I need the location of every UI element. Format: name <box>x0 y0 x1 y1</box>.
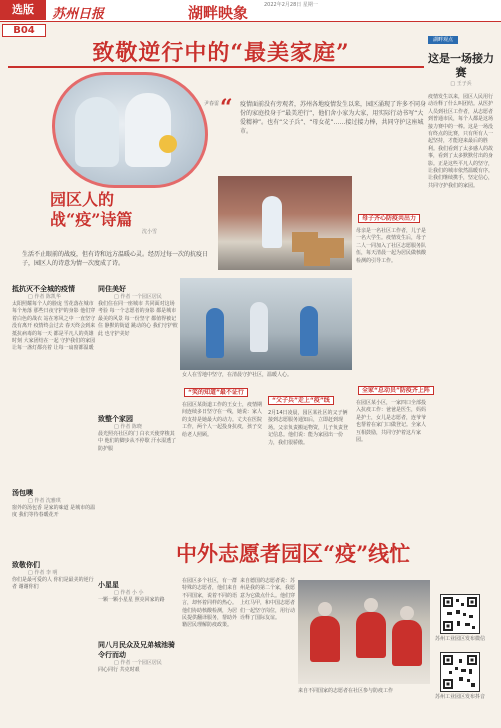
volunteer-figure <box>206 308 224 358</box>
figure-left <box>75 97 119 167</box>
box-shape <box>304 246 330 266</box>
poem-credit: □ 作者 陈凯华 <box>28 294 61 300</box>
poem-3 <box>98 414 178 453</box>
red-vest <box>392 620 422 666</box>
side-column <box>428 36 494 190</box>
poem-title: 同住美好 <box>98 285 126 293</box>
page-number: B04 <box>2 24 46 37</box>
story-whole-family: 在园区某小区，一家四口全部投入抗疫工作：爸爸是医生，妈妈是护士，女儿是志愿者，连爷爷也帮着在家门口做登记。全家人互相鼓励，共同守护着这片家园。 <box>356 400 427 444</box>
poem-title: 致敬你们 <box>12 561 40 569</box>
poem-body: 太阳照耀每个人的脸庞 雪花落在城市每个角落 那些日夜守护的身影 他们穿着白色的战衣 站在寒风之中 一直坚守 没有离开 疫情终会过去 春天终会到来 抵抗病毒的每一天 都是平凡人的英雄时刻 大家团结在一起 守护我们的家园 让每一盏灯都亮着 让每一扇窗都温暖 <box>12 301 96 352</box>
quote-mark-icon: “ <box>220 95 233 121</box>
poem-credit: □ 作者 一个园区居民 <box>114 294 162 300</box>
subhead-father-son: “父子兵”走上“疫”线 <box>268 396 334 405</box>
poem-credit: □ 作者 陈晓 <box>114 424 142 430</box>
section-tag: 选版 <box>0 0 46 20</box>
poem-body: 同心同行 共克时艰 <box>98 667 140 673</box>
side-tag: 湖畔观点 <box>428 36 458 44</box>
essay-credit: 沈小雪 <box>142 229 158 235</box>
subhead-mother-son: 母子齐心防疫共出力 <box>358 214 420 223</box>
poem-body: 窗外的汤包香 是家的味道 是城市的温度 我们等待春暖花开 <box>12 505 96 519</box>
essay-title-line1: 园区人的 <box>50 190 115 209</box>
paper-name: 苏州日报 <box>52 7 105 22</box>
essay-title <box>50 190 132 230</box>
poem-body: 一颗一颗小星星 照亮回家的路 <box>98 597 165 603</box>
poem-credit: □ 作者 小 小 <box>114 590 144 596</box>
poem-title: 致整个家园 <box>98 415 133 423</box>
person-head <box>400 606 414 620</box>
title-divider <box>8 66 424 68</box>
qr2-caption: 苏州工业园区发布抖音 <box>434 694 485 700</box>
qr-code-icon[interactable] <box>440 594 480 634</box>
poem-credit: □ 作者 沈雅琪 <box>28 498 61 504</box>
qr-code-icon[interactable] <box>440 652 480 692</box>
subhead-smile: “笑的知道”最不证行 <box>184 388 248 397</box>
page-title: 致敬逆行中的“最美家庭” <box>92 40 350 66</box>
lead-quote: 疫情面前没有旁观者，苏州各地疫情发生以来，园区涌现了许多不同身份的家庭投身于“最美逆行”，他们舍小家为大家，用实际行动书写“大爱精神”。也有“父子兵”、“母女花”……接过接力棒，共同守护这座城市。 <box>240 101 427 135</box>
poem-1 <box>12 284 96 353</box>
poem-title: 小星星 <box>98 581 119 589</box>
essay-title-line2: 战“疫”诗篇 <box>50 210 133 229</box>
volunteer-text-right: 来自德国的志愿者说：苏州是我的第二个家，我愿意为它做点什么。他们穿上红马甲，和中国志愿者们一起坚守岗位，用行动诠释了国际友谊。 <box>240 578 296 622</box>
volunteer-figure <box>300 306 318 356</box>
photo2-caption: 女人在雪地中坚守，在清晨守护社区，温暖人心。 <box>182 372 293 378</box>
poem-credit: □ 作者 李 明 <box>28 570 58 576</box>
poem-title: 汤包噢 <box>12 489 33 497</box>
worker-figure <box>262 196 282 248</box>
masthead <box>0 0 501 22</box>
heart-photo-medical-staff <box>52 72 208 188</box>
essay-lead: 生活不止眼前的战疫，但有诗和远方温暖心灵。经历过每一次的抗疫日子，园区人的诗意为情一次度成了诗。 <box>22 251 209 267</box>
subhead-whole-family: 全家“总动员”防疫齐上阵 <box>358 386 434 395</box>
poem-5 <box>12 560 96 592</box>
red-vest <box>310 616 340 662</box>
person-head <box>318 602 332 616</box>
issue-info: 2022年2月28日 星期一 <box>264 2 318 8</box>
story-smile: 在园区某街道工作的王女士，疫情期间连续多日坚守在一线，她说：家人的支持是她最大的动力。丈夫在医院工作，两个人一起投身抗疫，孩子交给老人照顾。 <box>182 402 263 438</box>
volunteer-title: 中外志愿者园区“疫”线忙 <box>176 541 411 566</box>
poem-title: 抵抗灭不全城的疫情 <box>12 285 75 293</box>
poem-body: 我们住在同一座城市 共同面对这场考验 每一个志愿者的身影 都是城市最美的风景 每一份坚守 都值得被记住 静默的街道 跳动的心 我们守护彼此 也守护美好 <box>98 301 178 337</box>
poem-4 <box>12 488 96 520</box>
volunteer-figure <box>250 302 268 352</box>
story-father-son: 2月14日凌晨，园区某社区的父子俩接到志愿服务通知后，立即赶到现场。父亲负责搬运物资，儿子负责登记信息。他们说：能为家园出一份力，我们很骄傲。 <box>268 410 349 446</box>
qr1-caption: 苏州工业园区发布微信 <box>434 636 485 642</box>
poem-6 <box>98 580 178 604</box>
person-head <box>364 598 378 612</box>
poem-body: 晨光照亮社区的门 白衣天使穿梭其中 他们的脚步从不停歇 汗水湿透了防护服 <box>98 431 177 452</box>
poem-credit: □ 作者 一个园区居民 <box>114 660 162 666</box>
side-text: 疫情发生以来，园区人民用行动诠释了什么叫团结。从医护人员到社区工作者，从志愿者到普通市民，每个人都是这场接力赛中的一棒。这是一场没有终点的比赛，只有所有人一起坚持，才能迎来最后的胜利。我们看到了太多感人的故事，看到了太多默默付出的身影。正是这些平凡人的坚守，让我们的城市依然温暖有序。让我们继续携手，坚定信心，共同守护我们的家园。 <box>428 94 494 189</box>
red-vest <box>356 612 386 658</box>
photo-worker-with-boxes <box>218 176 352 270</box>
section-name: 湖畔映象 <box>188 4 249 22</box>
qr-pattern-icon <box>441 653 479 691</box>
figure-right <box>125 93 171 167</box>
badge-icon <box>159 135 177 153</box>
poem-7 <box>98 640 178 674</box>
story-mother-son: 母亲是一名社区工作者，儿子是一名大学生。疫情发生后，母子二人一同加入了社区志愿服务队伍，每天清晨一起为居民做核酸检测的引导工作。 <box>356 228 427 264</box>
poem-title: 同八月民众及兄弟城池骑令行而动 <box>98 641 175 659</box>
qr-pattern-icon <box>441 595 479 633</box>
side-title: 这是一场接力赛 <box>428 52 494 79</box>
photo-international-volunteers <box>298 580 430 684</box>
side-credit: □ 王子兵 <box>450 81 472 87</box>
poem-2 <box>98 284 178 338</box>
photo-snow-volunteers <box>180 278 352 370</box>
photo3-caption: 来自不同国家的志愿者在社区参与防疫工作 <box>298 688 394 694</box>
photo-credit: 尹春雷 <box>204 101 220 107</box>
volunteer-text-left: 在园区多个社区，有一群特殊的志愿者，他们来自不同国家，说着不同的语言，却怀着同样的热心。他们协助核酸检测，为居民提供翻译服务，帮助外籍居民理解防疫政策。 <box>182 578 238 629</box>
poem-body: 你们是最可爱的人 你们是最美的逆行者 谢谢你们 <box>12 577 94 591</box>
